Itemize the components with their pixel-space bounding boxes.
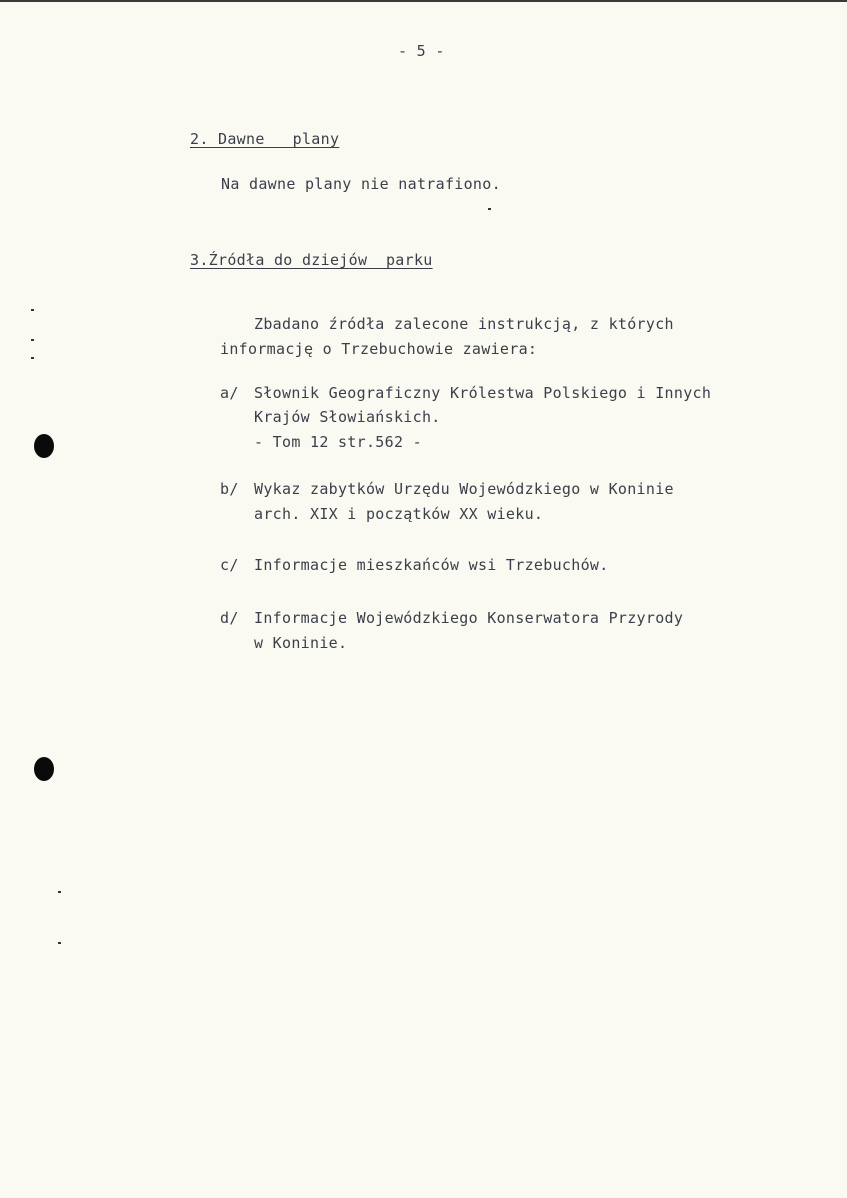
page-number: - 5 - bbox=[398, 42, 445, 60]
section-3-heading: 3.Źródła do dziejów parku bbox=[190, 251, 433, 269]
margin-mark bbox=[488, 208, 491, 210]
margin-mark bbox=[58, 942, 61, 944]
list-item-line: Krajów Słowiańskich. bbox=[254, 408, 441, 426]
list-item-line: Słownik Geograficzny Królestwa Polskiego i Innych bbox=[254, 384, 712, 402]
punch-hole-top bbox=[34, 434, 54, 458]
list-marker: b/ bbox=[220, 480, 239, 498]
section-3-intro-line: informację o Trzebuchowie zawiera: bbox=[220, 340, 538, 358]
list-item-line: Informacje mieszkańców wsi Trzebuchów. bbox=[254, 556, 609, 574]
list-marker: c/ bbox=[220, 556, 239, 574]
list-item-line: Wykaz zabytków Urzędu Wojewódzkiego w Koninie bbox=[254, 480, 674, 498]
list-marker: d/ bbox=[220, 609, 239, 627]
list-item-line: arch. XIX i początków XX wieku. bbox=[254, 505, 544, 523]
list-item-line: w Koninie. bbox=[254, 634, 348, 652]
margin-mark bbox=[31, 309, 34, 311]
list-item-line: - Tom 12 str.562 - bbox=[254, 433, 422, 451]
margin-mark bbox=[31, 357, 34, 359]
section-2-heading: 2. Dawne plany bbox=[190, 130, 340, 148]
section-2-text: Na dawne plany nie natrafiono. bbox=[221, 175, 501, 193]
list-marker: a/ bbox=[220, 384, 239, 402]
punch-hole-bottom bbox=[34, 757, 54, 781]
margin-mark bbox=[31, 339, 34, 341]
section-3-intro-line: Zbadano źródła zalecone instrukcją, z których bbox=[254, 315, 674, 333]
margin-mark bbox=[58, 891, 61, 893]
list-item-line: Informacje Wojewódzkiego Konserwatora Przyrody bbox=[254, 609, 684, 627]
